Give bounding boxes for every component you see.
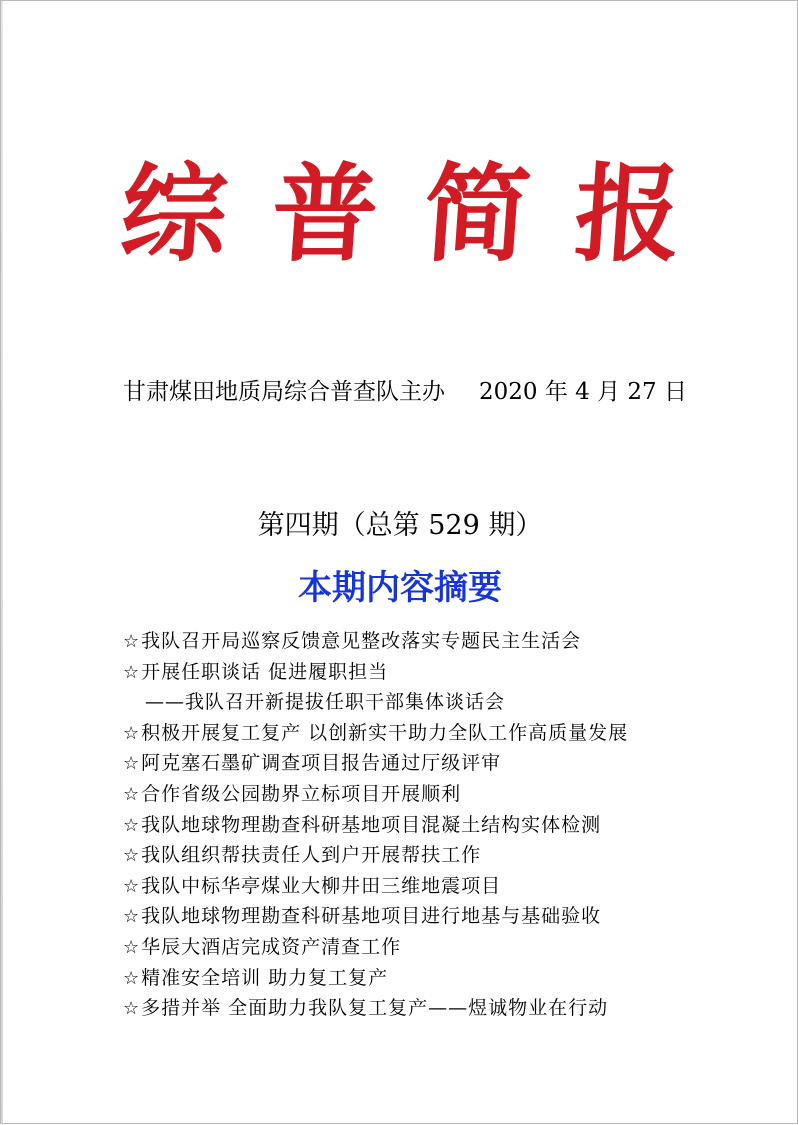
summary-item-text: 我队地球物理勘查科研基地项目混凝土结构实体检测: [141, 813, 602, 836]
summary-item-text: 合作省级公园勘界立标项目开展顺利: [141, 782, 462, 805]
summary-item: [123, 963, 693, 994]
star-icon: ☆: [123, 936, 141, 958]
summary-item-text: 积极开展复工复产 以创新实干助力全队工作高质量发展: [141, 721, 629, 744]
star-icon: ☆: [123, 753, 141, 775]
summary-item-text: 我队中标华亭煤业大柳井田三维地震项目: [141, 874, 502, 897]
summary-item-text: 我队组织帮扶责任人到户开展帮扶工作: [141, 844, 482, 867]
masthead-char-4: 报: [570, 150, 686, 276]
summary-item: [123, 871, 693, 902]
summary-item: [123, 932, 693, 963]
summary-item: [123, 779, 693, 810]
star-icon: ☆: [123, 998, 141, 1020]
summary-title: 本期内容摘要: [298, 568, 502, 608]
issue-number: 第四期（总第 529 期）: [257, 510, 543, 541]
publisher-date: 2020 年 4 月 27 日: [479, 379, 687, 405]
summary-item: [123, 657, 693, 688]
summary-item: [123, 718, 693, 749]
summary-item-text: 多措并举 全面助力我队复工复产——煜诚物业在行动: [141, 997, 609, 1020]
summary-item-text: 开展任职谈话 促进履职担当: [141, 660, 389, 683]
summary-item: [123, 840, 693, 871]
summary-item-text: 我队地球物理勘查科研基地项目进行地基与基础验收: [141, 905, 602, 928]
summary-item: [123, 748, 693, 779]
star-icon: ☆: [123, 875, 141, 897]
star-icon: ☆: [123, 967, 141, 989]
summary-item-text: ——我队召开新提拔任职干部集体谈话会: [145, 691, 506, 714]
star-icon: ☆: [123, 814, 141, 836]
masthead-title: [116, 150, 686, 276]
star-icon: ☆: [123, 631, 141, 652]
summary-item-text: 华辰大酒店完成资产清查工作: [141, 935, 402, 958]
masthead-char-2: 普: [267, 150, 383, 276]
page-edge: [1, 1, 3, 1125]
summary-item: [123, 993, 693, 1024]
summary-item: [123, 687, 693, 718]
star-icon: ☆: [123, 722, 141, 744]
summary-item-text: 我队召开局巡察反馈意见整改落实专题民主生活会: [141, 630, 582, 652]
masthead-char-1: 综: [116, 150, 232, 276]
star-icon: ☆: [123, 661, 141, 683]
star-icon: ☆: [123, 783, 141, 805]
summary-list: [123, 626, 693, 1024]
masthead-char-3: 简: [419, 150, 535, 276]
summary-item-text: 精准安全培训 助力复工复产: [141, 966, 389, 989]
publisher-organizer: 甘肃煤田地质局综合普查队主办: [123, 379, 445, 405]
summary-item-text: 阿克塞石墨矿调查项目报告通过厅级评审: [141, 752, 502, 775]
summary-item: [123, 810, 693, 841]
summary-item: [123, 626, 693, 657]
summary-item: [123, 901, 693, 932]
publisher-line: [123, 377, 687, 407]
star-icon: ☆: [123, 845, 141, 867]
star-icon: ☆: [123, 906, 141, 928]
